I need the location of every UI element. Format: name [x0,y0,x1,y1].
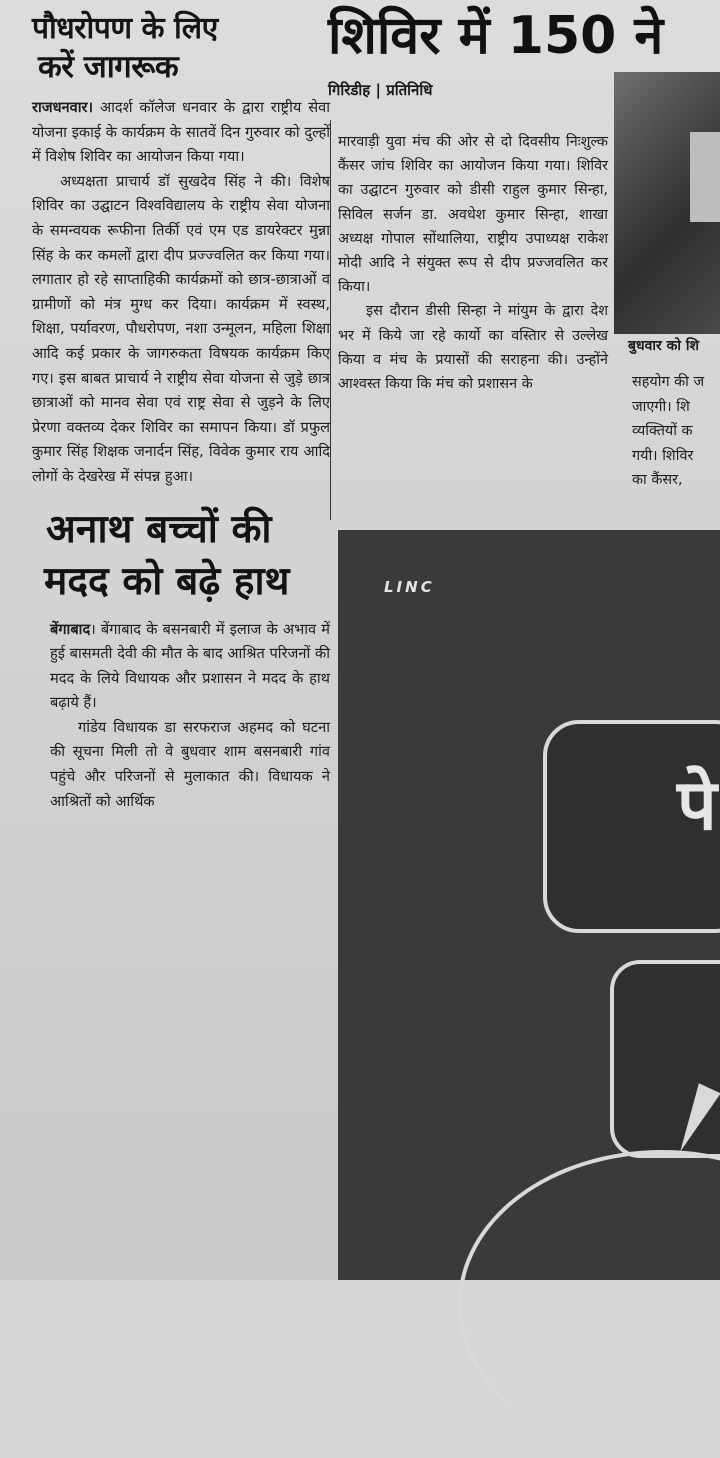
column-divider [330,120,331,520]
byline-role: प्रतिनिधि [386,81,433,99]
article2-headline-line1: अनाथ बच्चों की [46,506,272,552]
article3-paragraph2: इस दौरान डीसी सिन्हा ने मांयुम के द्वारा देश भर में किये जा रहे कार्यो का वस्तिार से उल्लेख किया व मंच के प्रयासों की सराहना की। उन्होंने आश्वस्त किया कि मंच को प्रशासन के [338,303,608,393]
article2-paragraph2: गांडेय विधायक डा सरफराज अहमद को घटना की सूचना मिली तो वे बुधवार शाम बसनबारी गांव पहुंचे और परिजनों से मुलाकात की। विधायक ने आश्रितों को आर्थिक [50,718,330,810]
article1-paragraph1 [32,96,330,170]
article2-headline-line2: मदद को बढ़े हाथ [44,558,290,604]
article1-dateline: राजधनवार। [32,99,94,116]
middle-column [338,130,608,396]
right-line-3: व्यक्तियों क [632,423,693,440]
article3-paragraph1: मारवाड़ी युवा मंच की ओर से दो दिवसीय निःशुल्क कैंसर जांच शिविर का आयोजन किया गया। शिविर का उद्घाटन गुरुवार को डीसी राहुल कुमार सिन्हा, सिविल सर्जन डा. अवधेश कुमार सिन्हा, शाखा अध्यक्ष गोपाल सोंथालिया, राष्ट्रीय उपाध्यक्ष राकेश मोदी आदि ने संयुक्त रूप से दीप प्रज्जवलित कर किया। [338,134,608,296]
bubble-text: पे [677,764,717,846]
speech-bubble-icon [543,720,720,933]
article2-paragraph1 [50,618,330,716]
byline-separator: | [375,81,381,99]
photo-caption: बुधवार को शि [628,338,700,354]
right-line-4: गयी। शिविर [632,447,694,464]
ad-logo: LINC [384,578,435,596]
article2-paragraph1-text: । बेंगाबाद के बसनबारी में इलाज के अभाव में हुई बासमती देवी की मौत के बाद आश्रित परिजनों की मदद के लिये विधायक और प्रशासन ने मदद के हाथ बढ़ाये हैं। [50,620,330,712]
news-photo [614,72,720,334]
left-column [32,10,330,814]
article3-byline [328,80,432,100]
byline-place: गिरिडीह [328,81,371,99]
article2-dateline: बेंगाबाद [50,620,91,638]
right-column [632,370,720,493]
article1-headline-line2: करें जागरूक [38,49,179,85]
right-line-5: का कैंसर, [632,472,683,489]
right-line-1: सहयोग की ज [632,374,705,390]
advertisement [338,530,720,1280]
ad-curve-graphic [458,1150,720,1458]
right-line-2: जाएगी। शि [632,398,690,415]
article3-headline: शिविर में 150 ने [328,6,664,66]
article1-paragraph2: अध्यक्षता प्राचार्य डॉ सुखदेव सिंह ने की। विशेष शिविर का उद्घाटन विश्वविद्यालय के राष्ट्रीय सेवा योजना के समन्वयक रूफीना तिर्की एवं एम एड डायरेक्टर मुन्ना सिंह के कर कमलों द्वारा दीप प्रज्ज्वलित कर किया गया। लगातार हो रहे साप्ताहिकी कार्यक्रमों को छात्र-छात्राओं व ग्रामीणों को मंत्र मुग्ध कर दिया। कार्यक्रम में स्वस्थ, शिक्षा, पर्यावरण, पौधरोपण, नशा उन्मूलन, महिला शिक्षा आदि कई प्रकार के जागरुकता विषयक कार्यक्रम किए गए। इस बाबत प्राचार्य ने राष्ट्रीय सेवा योजना से जुड़े छात्र छात्राओं को मानव सेवा एवं राष्ट्र सेवा से जुड़ने के लिए प्रेरणा वक्तव्य देकर शिविर का समापन किया। डॉ प्रफुल कुमार सिंह शिक्षक जनार्दन सिंह, विवेक कुमार राय आदि लोगों के देखरेख में संपन्न हुआ। [32,172,330,485]
article1-paragraph1-text: आदर्श कॉलेज धनवार के द्वारा राष्ट्रीय सेवा योजना इकाई के कार्यक्रम के सातवें दिन गुरुवार को दुल्हों में विशेष शिविर का आयोजन किया गया। [32,99,330,166]
article1-headline-line1: पौधरोपण के लिए [32,11,218,46]
article2-body [32,618,330,815]
